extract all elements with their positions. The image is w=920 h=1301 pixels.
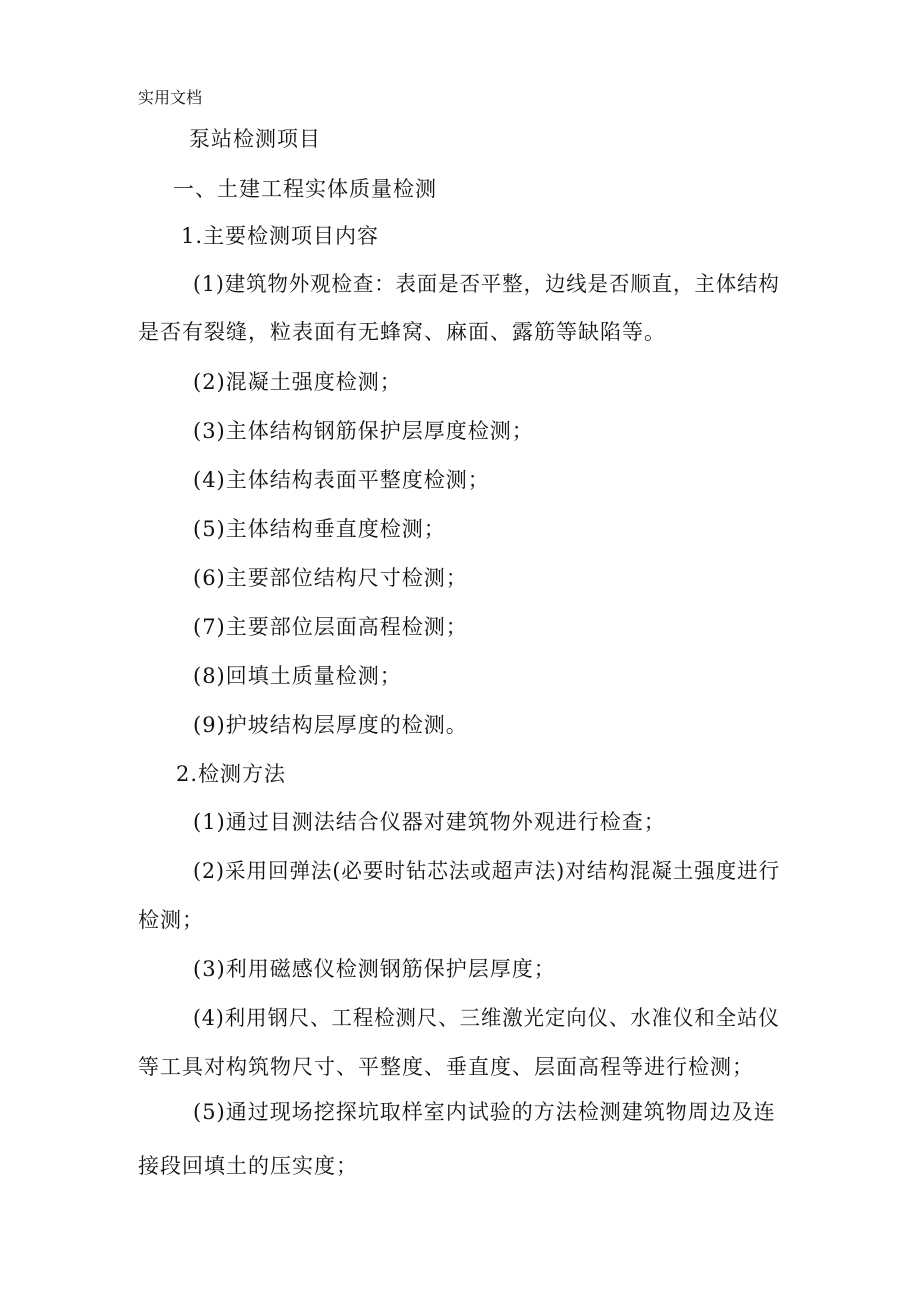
list-item-continuation: 检测； xyxy=(138,908,204,932)
list-item: (8)回填土质量检测； xyxy=(193,664,402,688)
list-item: (5)通过现场挖探坑取样室内试验的方法检测建筑物周边及连 xyxy=(193,1100,776,1124)
page-header: 实用文档 xyxy=(138,88,203,107)
list-item-continuation: 等工具对构筑物尺寸、平整度、垂直度、层面高程等进行检测； xyxy=(138,1055,754,1079)
list-item: (5)主体结构垂直度检测； xyxy=(193,517,446,541)
list-item: (7)主要部位层面高程检测； xyxy=(193,615,468,639)
list-item-continuation: 接段回填土的压实度； xyxy=(138,1154,358,1178)
list-item: (3)利用磁感仪检测钢筋保护层厚度； xyxy=(193,957,556,981)
list-item: (4)利用钢尺、工程检测尺、三维激光定向仪、水准仪和全站仪 xyxy=(193,1006,780,1030)
list-item: (1)建筑物外观检查：表面是否平整，边线是否顺直，主体结构 xyxy=(193,272,780,296)
list-item: (4)主体结构表面平整度检测； xyxy=(193,468,490,492)
list-item: (3)主体结构钢筋保护层厚度检测； xyxy=(193,419,534,443)
list-item: (6)主要部位结构尺寸检测； xyxy=(193,566,468,590)
list-item: (2)采用回弹法(必要时钻芯法或超声法)对结构混凝土强度进行 xyxy=(193,859,781,883)
subsection-heading: 2.检测方法 xyxy=(176,762,287,786)
document-title: 泵站检测项目 xyxy=(189,127,321,151)
section-heading: 一、土建工程实体质量检测 xyxy=(173,177,437,201)
list-item: (9)护坡结构层厚度的检测。 xyxy=(193,713,468,737)
subsection-heading: 1.主要检测项目内容 xyxy=(181,224,380,248)
list-item: (1)通过目测法结合仪器对建筑物外观进行检查； xyxy=(193,810,666,834)
list-item: (2)混凝土强度检测； xyxy=(193,370,402,394)
list-item-continuation: 是否有裂缝，粒表面有无蜂窝、麻面、露筋等缺陷等。 xyxy=(138,320,666,344)
